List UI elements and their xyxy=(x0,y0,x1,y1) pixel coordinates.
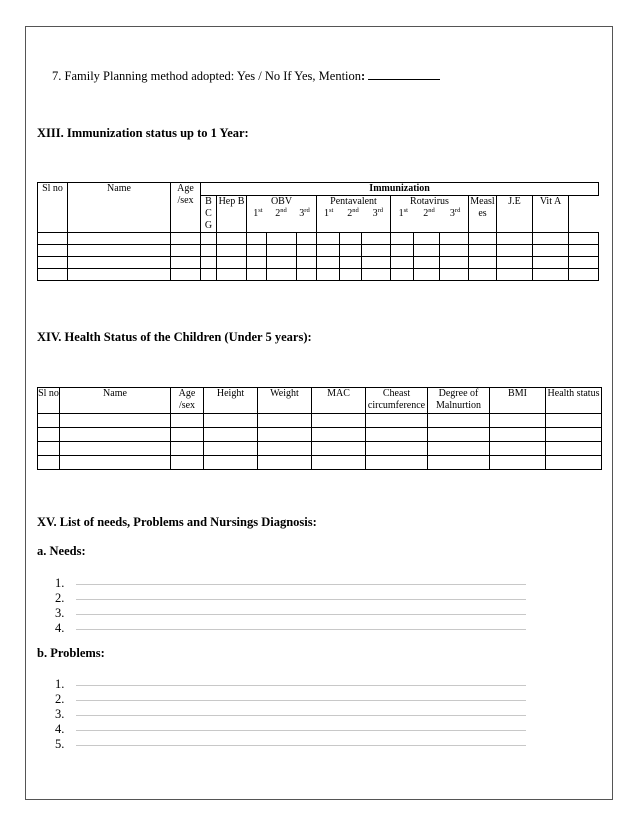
table-row[interactable] xyxy=(38,245,599,257)
col-rotavirus xyxy=(391,196,469,233)
col-obv xyxy=(247,196,317,233)
problems-title: b. Problems: xyxy=(37,646,105,660)
list-item[interactable]: 1. xyxy=(55,576,64,591)
hs-col-mac: MAC xyxy=(312,388,366,414)
hs-col-age-sex: Age /sex xyxy=(171,388,204,414)
obv-dose-1: 1st xyxy=(253,207,263,219)
col-immunization-group: Immunization xyxy=(201,183,599,196)
col-name: Name xyxy=(68,183,171,233)
family-planning-text: 7. Family Planning method adopted: Yes / No If Yes, Mention xyxy=(52,69,362,83)
hs-col-health-status: Health status xyxy=(546,388,602,414)
col-hep-b: Hep B xyxy=(217,196,247,233)
penta-dose-2: 2nd xyxy=(347,207,359,219)
rotavirus-label: Rotavirus xyxy=(410,196,449,207)
hs-col-name: Name xyxy=(60,388,171,414)
list-item[interactable]: 3. xyxy=(55,606,64,621)
hs-col-weight: Weight xyxy=(258,388,312,414)
immunization-heading: XIII. Immunization status up to 1 Year: xyxy=(37,126,249,140)
table-row[interactable] xyxy=(38,428,602,442)
table-row[interactable] xyxy=(38,257,599,269)
table-row[interactable] xyxy=(38,456,602,470)
table-row[interactable] xyxy=(38,269,599,281)
list-item[interactable]: 1. xyxy=(55,677,64,692)
obv-dose-3: 3rd xyxy=(299,207,310,219)
list-item[interactable]: 4. xyxy=(55,722,64,737)
immunization-table xyxy=(37,182,599,281)
mention-blank[interactable] xyxy=(368,68,440,80)
list-item[interactable]: 3. xyxy=(55,707,64,722)
rota-dose-3: 3rd xyxy=(449,207,461,219)
immunization-header-row-1 xyxy=(38,183,599,196)
col-pentavalent xyxy=(317,196,391,233)
list-item[interactable]: 5. xyxy=(55,737,64,752)
rota-dose-2: 2nd xyxy=(423,207,435,219)
hs-col-bmi: BMI xyxy=(490,388,546,414)
table-row[interactable] xyxy=(38,442,602,456)
table-row[interactable] xyxy=(38,414,602,428)
list-item[interactable]: 2. xyxy=(55,591,64,606)
health-status-header-row xyxy=(38,388,602,414)
obv-label: OBV xyxy=(270,196,293,207)
col-vit-a: Vit A xyxy=(533,196,569,233)
pentavalent-label: Pentavalent xyxy=(330,196,377,207)
col-measles: Measl es xyxy=(469,196,497,233)
health-status-table xyxy=(37,387,602,470)
penta-dose-1: 1st xyxy=(323,207,334,219)
hs-col-height: Height xyxy=(204,388,258,414)
list-item[interactable]: 2. xyxy=(55,692,64,707)
penta-dose-3: 3rd xyxy=(372,207,384,219)
table-row[interactable] xyxy=(38,233,599,245)
obv-dose-2: 2nd xyxy=(275,207,287,219)
list-item[interactable]: 4. xyxy=(55,621,64,636)
hs-col-degree-of-malnutrition: Degree of Malnurtion xyxy=(428,388,490,414)
col-age-sex: Age /sex xyxy=(171,183,201,233)
family-planning-colon: : xyxy=(361,69,366,83)
needs-title: a. Needs: xyxy=(37,544,86,558)
hs-col-sl-no: Sl no xyxy=(38,388,60,414)
col-sl-no: Sl no xyxy=(38,183,68,233)
health-status-heading: XIV. Health Status of the Children (Under 5 years): xyxy=(37,330,312,344)
hs-col-chest-circumference: Cheast circumference xyxy=(366,388,428,414)
rota-dose-1: 1st xyxy=(398,207,408,219)
col-je: J.E xyxy=(497,196,533,233)
needs-section-heading: XV. List of needs, Problems and Nursings Diagnosis: xyxy=(37,515,317,529)
col-bcg: B C G xyxy=(201,196,217,233)
family-planning-line xyxy=(52,68,440,84)
